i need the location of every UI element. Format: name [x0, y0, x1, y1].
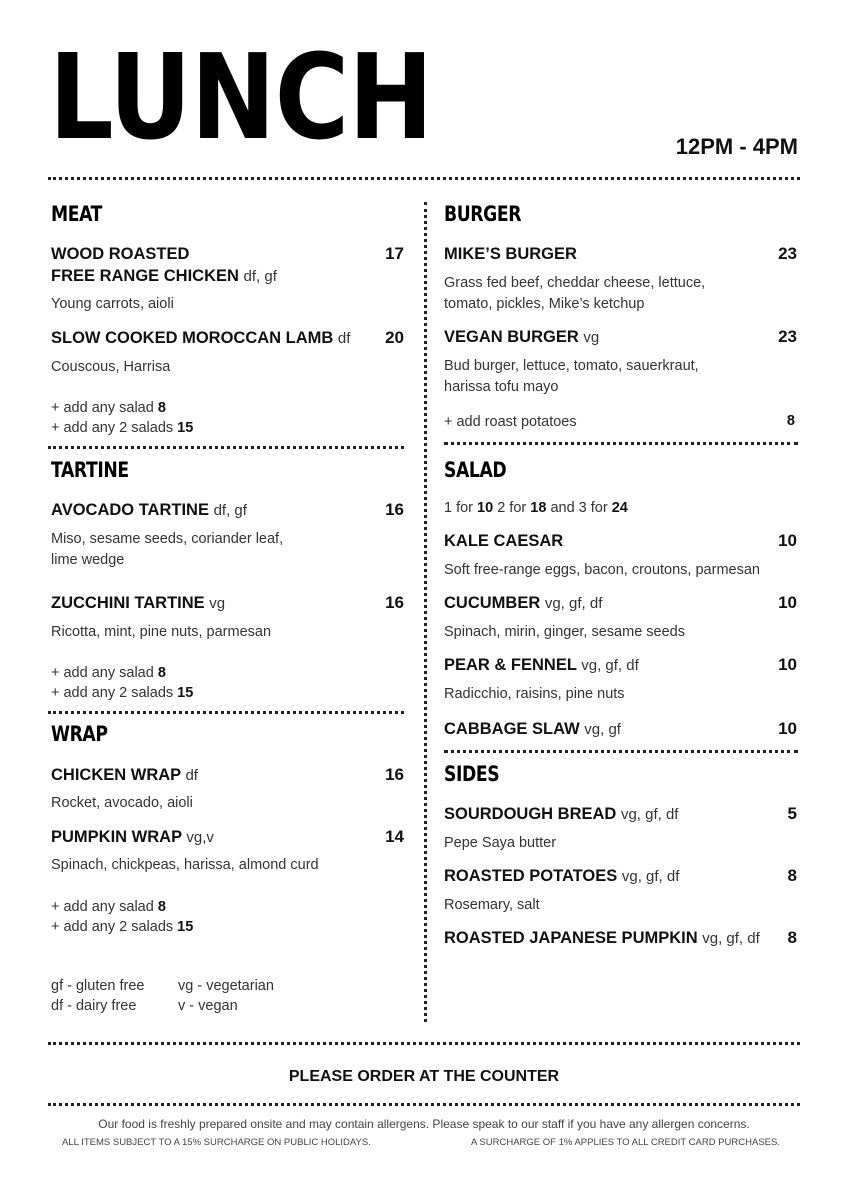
dietary-tags: df, gf: [243, 268, 277, 285]
dietary-tags: vg,v: [186, 829, 214, 846]
dietary-tags: vg, gf, df: [544, 595, 603, 612]
menu-item-description: Soft free-range eggs, bacon, croutons, parmesan: [444, 562, 760, 578]
addon-note: + add roast potatoes: [444, 414, 577, 430]
dietary-legend: gf - gluten free df - dairy free: [51, 978, 145, 1014]
dietary-tags: vg: [209, 595, 226, 612]
dietary-tags: vg, gf, df: [702, 930, 760, 947]
menu-item-name: SOURDOUGH BREAD vg, gf, df: [444, 805, 679, 823]
section-heading-wrap: WRAP: [51, 722, 108, 746]
menu-item-price: 8: [787, 928, 797, 947]
menu-item-name: CABBAGE SLAW vg, gf: [444, 720, 621, 738]
addon-note: + add any salad 8 + add any 2 salads 15: [51, 899, 194, 935]
footer-divider: [48, 1042, 800, 1045]
section-divider: [48, 446, 404, 449]
menu-item-description: Bud burger, lettuce, tomato, sauerkraut, harissa tofu mayo: [444, 358, 699, 395]
menu-item-price: 16: [385, 500, 404, 519]
menu-item-name: AVOCADO TARTINE df, gf: [51, 501, 247, 519]
menu-item-price: 20: [385, 328, 404, 347]
menu-item-price: 23: [778, 327, 797, 346]
section-heading-burger: BURGER: [444, 202, 522, 226]
dietary-tags: df, gf: [213, 502, 247, 519]
menu-item-name: ZUCCHINI TARTINE vg: [51, 594, 226, 612]
column-divider: [424, 202, 427, 1022]
opening-hours: 12PM - 4PM: [675, 134, 798, 159]
menu-item-name: KALE CAESAR: [444, 532, 564, 550]
menu-item-name: CHICKEN WRAP df: [51, 766, 198, 784]
section-heading-salad: SALAD: [444, 458, 507, 482]
menu-item-name: PEAR & FENNEL vg, gf, df: [444, 656, 639, 674]
dietary-tags: vg, gf, df: [621, 868, 680, 885]
menu-item-price: 17: [385, 244, 404, 263]
header-divider: [48, 177, 800, 180]
menu-item-description: Couscous, Harrisa: [51, 359, 171, 375]
menu-item-price: 16: [385, 765, 404, 784]
section-heading-sides: SIDES: [444, 762, 500, 786]
menu-item-name: CUCUMBER vg, gf, df: [444, 594, 603, 612]
menu-item-description: Grass fed beef, cheddar cheese, lettuce, tomato, pickles, Mike’s ketchup: [444, 275, 706, 312]
menu-item-price: 10: [778, 593, 797, 612]
dietary-tags: vg, gf, df: [581, 657, 639, 674]
addon-note: + add any salad 8 + add any 2 salads 15: [51, 400, 194, 436]
card-surcharge-notice: A SURCHARGE OF 1% APPLIES TO ALL CREDIT CARD PURCHASES.: [470, 1137, 780, 1148]
menu-item-name: SLOW COOKED MOROCCAN LAMB df: [51, 329, 351, 347]
menu-item-price: 10: [778, 531, 797, 550]
menu-item-description: Radicchio, raisins, pine nuts: [444, 686, 625, 702]
menu-item-description: Rosemary, salt: [444, 897, 540, 913]
menu-item-price: 10: [778, 655, 797, 674]
order-instruction: PLEASE ORDER AT THE COUNTER: [288, 1068, 560, 1085]
menu-item-price: 14: [385, 827, 404, 846]
section-heading-meat: MEAT: [51, 202, 103, 226]
dietary-tags: vg, gf: [584, 721, 621, 738]
allergen-notice: Our food is freshly prepared onsite and may contain allergens. Please speak to our staff if you have any allergen concerns.: [98, 1117, 750, 1131]
menu-item-name: WOOD ROASTED FREE RANGE CHICKEN df, gf: [51, 245, 277, 285]
menu-item-price: 10: [778, 719, 797, 738]
dietary-tags: vg: [583, 329, 600, 346]
menu-item-description: Young carrots, aioli: [51, 296, 174, 312]
footer-divider: [48, 1103, 800, 1106]
menu-item-name: MIKE’S BURGER: [444, 245, 577, 263]
menu-item-description: Miso, sesame seeds, coriander leaf, lime wedge: [51, 531, 284, 568]
section-divider: [444, 442, 798, 445]
menu-item-description: Spinach, mirin, ginger, sesame seeds: [444, 624, 685, 640]
menu-item-name: ROASTED JAPANESE PUMPKIN vg, gf, df: [444, 929, 760, 947]
addon-note: + add any salad 8 + add any 2 salads 15: [51, 665, 194, 701]
dietary-tags: df: [185, 767, 198, 784]
dietary-tags: vg, gf, df: [620, 806, 679, 823]
menu-item-price: 8: [787, 866, 797, 885]
menu-item-description: Ricotta, mint, pine nuts, parmesan: [51, 624, 272, 640]
dietary-legend: vg - vegetarian v - vegan: [178, 978, 274, 1014]
section-heading-tartine: TARTINE: [51, 458, 129, 482]
salad-pricing: 1 for 10 2 for 18 and 3 for 24: [444, 500, 628, 516]
menu-item-name: VEGAN BURGER vg: [444, 328, 600, 346]
menu-item-description: Rocket, avocado, aioli: [51, 795, 193, 811]
menu-item-price: 16: [385, 593, 404, 612]
page-title: LUNCH: [49, 28, 433, 166]
menu-item-description: Pepe Saya butter: [444, 835, 557, 851]
addon-price: 8: [786, 413, 795, 429]
menu-item-description: Spinach, chickpeas, harissa, almond curd: [51, 857, 319, 873]
section-divider: [48, 711, 404, 714]
holiday-surcharge-notice: ALL ITEMS SUBJECT TO A 15% SURCHARGE ON PUBLIC HOLIDAYS.: [62, 1137, 371, 1148]
dietary-tags: df: [337, 330, 351, 347]
menu-item-price: 5: [787, 804, 797, 823]
menu-item-price: 23: [778, 244, 797, 263]
section-divider: [444, 750, 798, 753]
menu-item-name: PUMPKIN WRAP vg,v: [51, 828, 214, 846]
menu-item-name: ROASTED POTATOES vg, gf, df: [444, 867, 680, 885]
